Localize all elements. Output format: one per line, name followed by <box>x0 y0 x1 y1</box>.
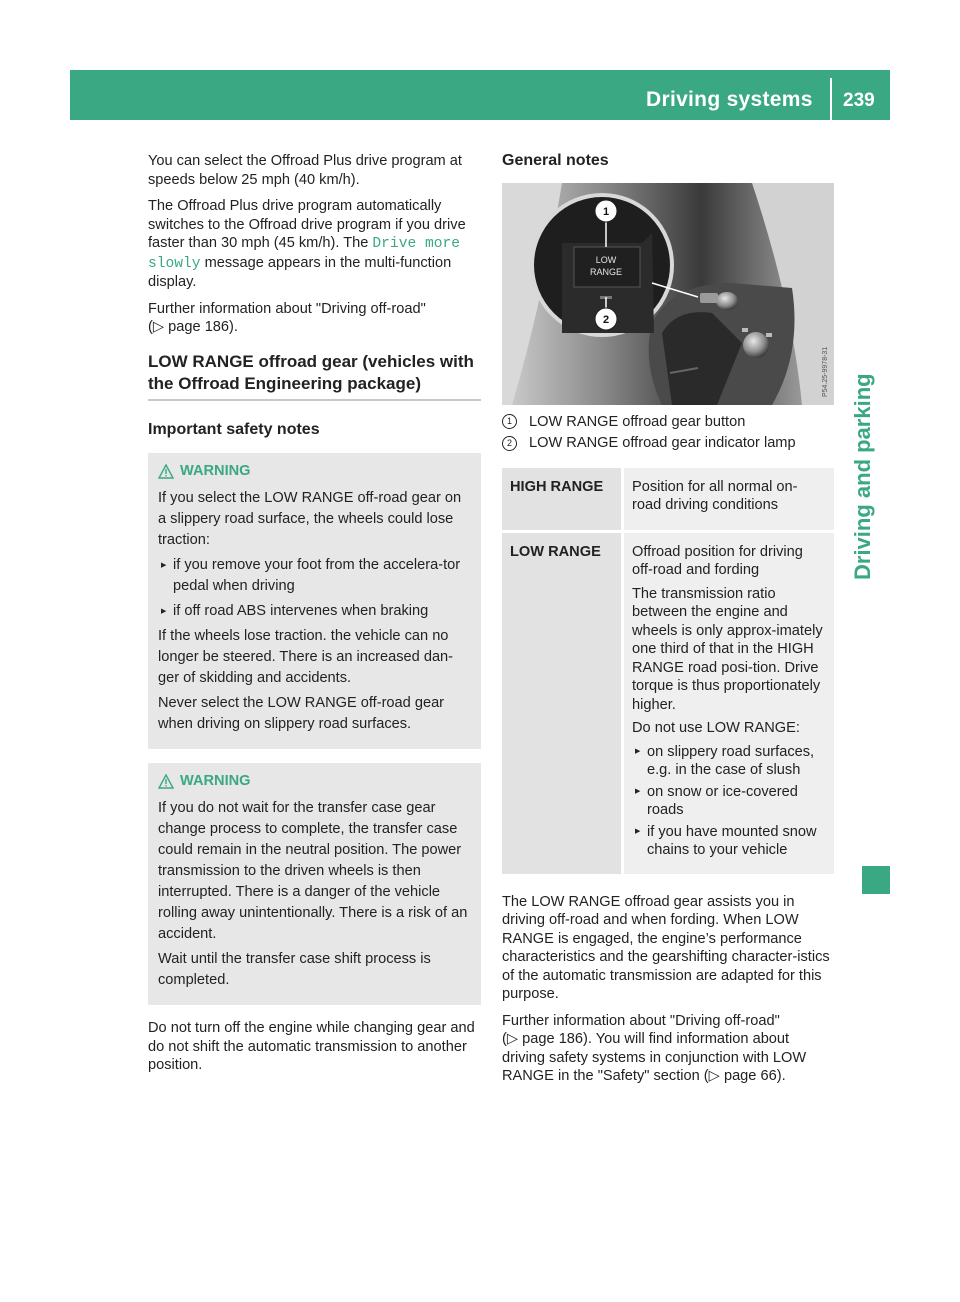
warning-text: Never select the LOW RANGE off-road gear when driving on slippery road surfaces. <box>158 695 445 732</box>
warning-text: If the wheels lose traction. the vehicle can no longer be steered. There is an increased dan-ger of skidding and accidents. <box>158 628 454 686</box>
button-label-line1: LOW <box>595 254 617 265</box>
list-item: ▶ on slippery road surfaces, e.g. in the case of slush <box>632 743 826 780</box>
paragraph: Further information about "Driving off-road" (▷ page 186). <box>148 300 426 335</box>
warning-text: Wait until the transfer case shift process is completed. <box>158 951 431 988</box>
table-row <box>502 468 834 530</box>
subsection-heading: Important safety notes <box>148 420 320 438</box>
section-divider <box>148 399 481 401</box>
warning-triangle-icon <box>158 774 180 789</box>
image-code: P54.25-9978-31 <box>822 346 829 397</box>
legend-number-icon: 1 <box>502 414 517 429</box>
display-message: Drive more slowly <box>148 236 460 272</box>
page-reference-link[interactable]: page 186). <box>168 319 238 335</box>
table-row <box>502 533 834 874</box>
warning-header: WARNING <box>158 771 473 792</box>
legend-item: 1 LOW RANGE offroad gear button <box>502 413 834 432</box>
chapter-title: Driving systems <box>646 88 813 111</box>
gear-table <box>502 465 834 877</box>
callout-2: 2 <box>602 313 610 326</box>
page-ref-arrow-icon: ▷ <box>506 1031 519 1047</box>
warning-header: WARNING <box>158 461 473 482</box>
paragraph: Do not turn off the engine while changing gear and do not shift the automatic transmission to another position. <box>148 1020 475 1073</box>
warning-box <box>148 453 481 749</box>
paragraph: Further information about "Driving off-road" (▷ page 186). You will find information about driving safety systems in conjunction with LOW RANGE in the "Safety" section (▷ page 66). <box>502 1012 807 1084</box>
page-ref-arrow-icon: ▷ <box>152 319 165 335</box>
gear-bullets <box>632 743 826 860</box>
section-heading: LOW RANGE offroad gear (vehicles with the Offroad Engineering package) <box>148 351 474 393</box>
page-reference-link[interactable]: page 66). <box>723 1068 786 1084</box>
left-column <box>148 152 481 1083</box>
button-label-line2: RANGE <box>589 266 623 277</box>
warning-triangle-icon <box>158 464 180 479</box>
gear-name: HIGH RANGE <box>502 468 621 530</box>
list-item: ▶ if off road ABS intervenes when braking <box>158 601 473 622</box>
console-illustration <box>502 183 834 405</box>
list-item: ▶ if you remove your foot from the accelera-tor pedal when driving <box>158 555 473 597</box>
side-tab-marker <box>862 866 890 894</box>
paragraph: The LOW RANGE offroad gear assists you in driving off-road and when fording. When LOW RANGE is engaged, the engine’s performance characteristics and the gearshifting character-istics of the automatic transmission are adapted for this purpose. <box>502 893 830 1002</box>
side-tab-label: Driving and parking <box>850 373 875 580</box>
warning-bullets <box>158 555 473 622</box>
callout-1: 1 <box>602 205 610 218</box>
list-item: ▶ on snow or ice-covered roads <box>632 783 826 820</box>
gear-description: Offroad position for driving off-road and fording The transmission ratio between the engine and wheels is only approx-imately one third of that in the HIGH RANGE road posi-tion. Drive torque is thus proportionately higher. Do not use LOW RANGE: ▶ on slippery road surfaces, e.g. in the case of slush ▶ on snow or ice-covered roads ▶ if you have mounted snow chains to your vehicle <box>621 533 834 874</box>
warning-box <box>148 763 481 1005</box>
list-item: ▶ if you have mounted snow chains to your vehicle <box>632 823 826 860</box>
legend-item: 2 LOW RANGE offroad gear indicator lamp <box>502 434 834 453</box>
right-column <box>502 152 834 1094</box>
warning-text: If you select the LOW RANGE off-road gear on a slippery road surface, the wheels could lose traction: <box>158 490 462 548</box>
warning-text: If you do not wait for the transfer case gear change process to complete, the transfer case could remain in the neutral position. The power transmission to the driven wheels is then interrupted. There is a danger of the vehicle rolling away unintentionally. There is a risk of an accident. <box>158 800 468 942</box>
legend-number-icon: 2 <box>502 436 517 451</box>
header-divider <box>830 78 832 120</box>
side-tab[interactable] <box>848 360 878 580</box>
gear-description: Position for all normal on-road driving conditions <box>621 468 834 530</box>
subsection-heading: General notes <box>502 152 609 169</box>
page-number: 239 <box>843 90 875 111</box>
paragraph: The Offroad Plus drive program automatically switches to the Offroad drive program if you drive faster than 30 mph (45 km/h). The Drive more slowly message appears in the multi-function display. <box>148 198 466 290</box>
gear-name: LOW RANGE <box>502 533 621 874</box>
page-reference-link[interactable]: page 186). You will find information about driving safety systems in conjunction with LOW RANGE in the "Safety" section ( <box>502 1031 807 1084</box>
console-photo <box>502 183 834 405</box>
page-ref-arrow-icon: ▷ <box>708 1068 720 1084</box>
paragraph: You can select the Offroad Plus drive program at speeds below 25 mph (40 km/h). <box>148 153 462 188</box>
